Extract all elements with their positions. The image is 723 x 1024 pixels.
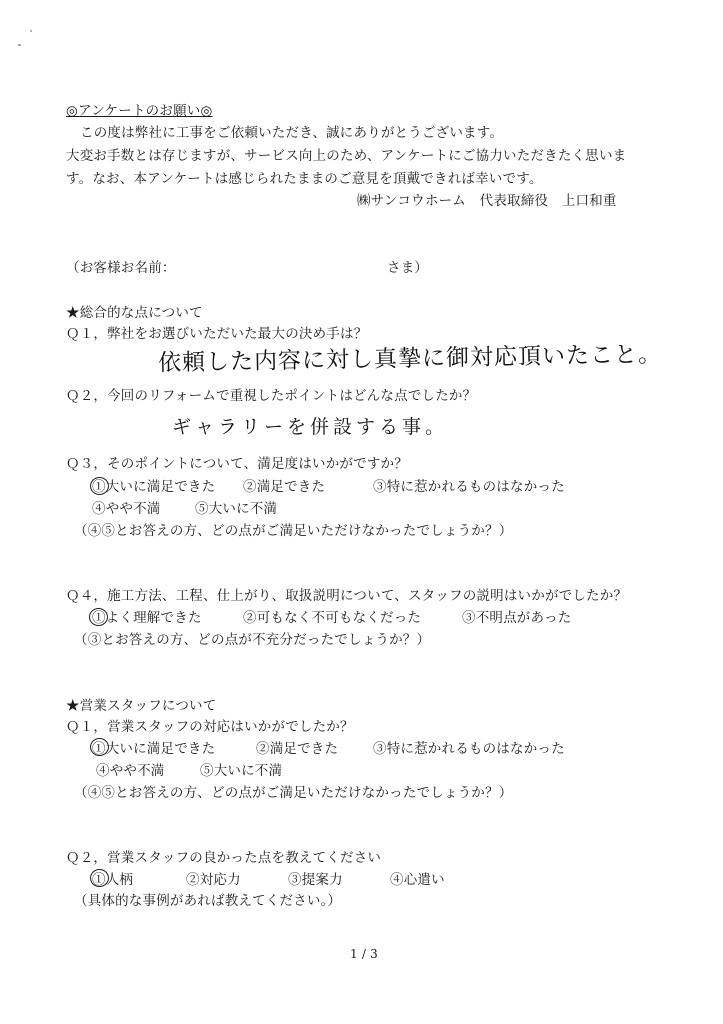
signature: ㈱サンコウホーム 代表取締役 上口和重: [357, 193, 617, 209]
staff-q2-option-3: ③提案力: [288, 872, 343, 888]
question-3: Ｑ３，そのポイントについて、満足度はいかがですか？: [66, 456, 408, 472]
page-number: 1 / 3: [350, 947, 378, 961]
staff-q1-option-4: ④やや不満: [96, 763, 165, 779]
answer-2-handwritten: ギャラリーを併設する事。: [172, 416, 449, 438]
staff-q1-option-3: ③特に惹かれるものはなかった: [373, 741, 565, 757]
staff-q2-option-1: ①人柄: [92, 872, 134, 888]
q3-option-3: ③特に惹かれるものはなかった: [373, 479, 565, 495]
q4-option-2: ②可もなく不可もなくだった: [243, 610, 422, 626]
intro-line-3: す。なお、本アンケートは感じられたままのご意見を頂戴できれば幸いです。: [66, 171, 543, 187]
q3-option-5: ⑤大いに不満: [195, 501, 278, 517]
q3-option-4: ④やや不満: [92, 501, 161, 517]
staff-q2-option-4: ④心遣い: [390, 872, 445, 888]
intro-line-1: この度は弊社に工事をご依頼いただき、誠にありがとうございます。: [80, 125, 504, 141]
staff-q1-option-5: ⑤大いに不満: [200, 763, 283, 779]
staff-question-1: Ｑ１，営業スタッフの対応はいかがでしたか？: [66, 719, 354, 735]
q4-option-3: ③不明点があった: [462, 610, 572, 626]
section-heading-sales-staff: ★営業スタッフについて: [66, 698, 217, 714]
customer-name-label: （お客様お名前：: [66, 260, 176, 276]
question-4: Ｑ４，施工方法、工程、仕上がり、取扱説明について、スタッフの説明はいかがでしたか？: [66, 588, 628, 604]
answer-1-handwritten: 依頼した内容に対し真摯に御対応頂いたこと。: [157, 341, 663, 377]
q3-followup: （④⑤とお答えの方、どの点がご満足いただけなかったでしょうか？）: [74, 523, 513, 539]
staff-q2-option-2: ②対応力: [186, 872, 241, 888]
staff-q1-option-1: ①大いに満足できた: [92, 741, 216, 757]
q3-option-1: ①大いに満足できた: [92, 479, 216, 495]
q4-option-1: ①よく理解できた: [92, 610, 202, 626]
survey-title: ◎アンケートのお願い◎: [66, 103, 213, 119]
intro-line-2: 大変お手数とは存じますが、サービス向上のため、アンケートにご協力いただきたく思いま: [66, 148, 627, 164]
customer-name-suffix: さま）: [387, 260, 429, 276]
staff-question-2: Ｑ２，営業スタッフの良かった点を教えてください: [66, 850, 382, 866]
question-2: Ｑ２，今回のリフォームで重視したポイントはどんな点でしたか？: [66, 388, 477, 404]
staff-q2-followup: （具体的な事例があれば教えてください。）: [74, 893, 342, 909]
q4-followup: （③とお答えの方、どの点が不充分だったでしょうか？）: [74, 632, 431, 648]
scan-speck: [18, 44, 21, 46]
q3-option-2: ②満足できた: [243, 479, 326, 495]
scan-speck: [30, 30, 32, 32]
staff-q1-option-2: ②満足できた: [256, 741, 339, 757]
staff-q1-followup: （④⑤とお答えの方、どの点がご満足いただけなかったでしょうか？）: [74, 785, 513, 801]
section-heading-overall: ★総合的な点について: [66, 305, 203, 321]
question-1: Ｑ１，弊社をお選びいただいた最大の決め手は？: [66, 326, 368, 342]
